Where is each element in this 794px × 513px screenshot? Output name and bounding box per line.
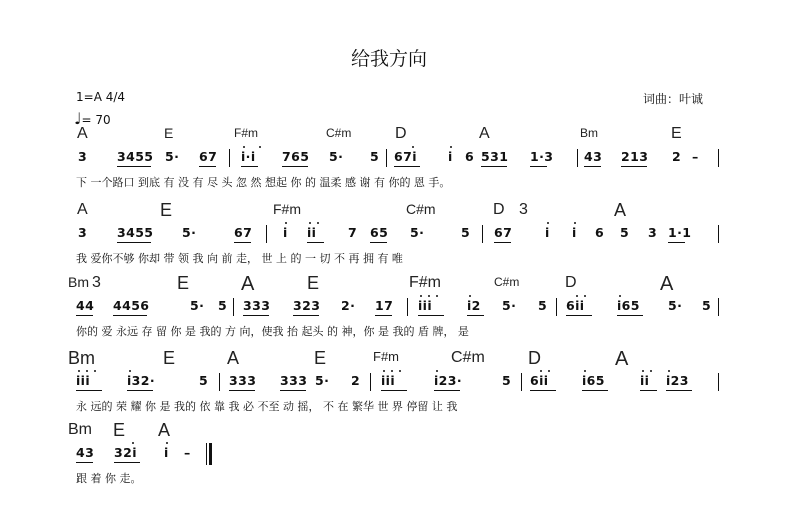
note-group: 5· bbox=[190, 298, 205, 313]
beam-line bbox=[566, 315, 592, 316]
note-group: iii bbox=[76, 373, 91, 388]
beam-line bbox=[375, 315, 392, 316]
octave-dot bbox=[436, 370, 438, 372]
chord-symbol: A bbox=[660, 273, 674, 295]
note-group: 5 bbox=[218, 298, 228, 313]
note-group: 5 bbox=[370, 149, 380, 164]
beam-line bbox=[293, 315, 319, 316]
octave-dot bbox=[428, 295, 430, 297]
beam-line bbox=[307, 242, 324, 243]
octave-dot bbox=[86, 370, 88, 372]
chord-symbol: E bbox=[314, 348, 327, 369]
lyric-line: 我 爱你不够 你却 带 领 我 向 前 走， 世 上 的 一 切 不 再 拥 有 唯 bbox=[76, 252, 403, 265]
octave-dot bbox=[650, 370, 652, 372]
lyric-line: 下 一个路口 到底 有 没 有 尽 头 忽 然 想起 你 的 温柔 感 谢 有 你的 恩 手。 bbox=[76, 176, 451, 189]
note-group: 5· bbox=[329, 149, 344, 164]
note-group: 5· bbox=[410, 225, 425, 240]
note-group: 2 bbox=[672, 149, 682, 164]
beam-line bbox=[666, 390, 692, 391]
octave-dot bbox=[548, 370, 550, 372]
note-group: 6 bbox=[595, 225, 605, 240]
octave-dot bbox=[285, 222, 287, 224]
beam-line bbox=[394, 166, 420, 167]
note-group: 5· bbox=[502, 298, 517, 313]
note-group: 43 bbox=[76, 445, 95, 460]
note-group: 67i bbox=[394, 149, 417, 164]
octave-dot bbox=[420, 295, 422, 297]
beam-line bbox=[234, 242, 251, 243]
chord-symbol: Bm bbox=[68, 274, 89, 291]
beam-line bbox=[621, 166, 647, 167]
bar-line bbox=[718, 373, 719, 391]
octave-dot bbox=[399, 370, 401, 372]
chord-symbol: A bbox=[479, 124, 490, 142]
beam-line bbox=[229, 390, 255, 391]
note-group: 5 bbox=[461, 225, 471, 240]
note-group: i·i bbox=[241, 149, 256, 164]
note-group: 2· bbox=[341, 298, 356, 313]
note-group: i bbox=[572, 225, 577, 240]
chord-symbol: F#m bbox=[273, 201, 301, 218]
note-group: i23 bbox=[666, 373, 689, 388]
lyric-line: 你的 爱 永远 存 留 你 是 我的 方 向，使我 抬 起头 的 神，你 是 我的 盾 牌， 是 bbox=[76, 325, 469, 338]
bar-line bbox=[577, 149, 578, 167]
beam-line bbox=[280, 390, 306, 391]
octave-dot bbox=[642, 370, 644, 372]
beam-line bbox=[481, 166, 507, 167]
note-group: 333 bbox=[280, 373, 308, 388]
chord-symbol: D bbox=[395, 124, 407, 142]
chord-symbol: 3 bbox=[92, 273, 101, 291]
chord-symbol: D bbox=[528, 348, 541, 369]
note-group: i bbox=[448, 149, 453, 164]
beam-line bbox=[418, 315, 444, 316]
note-group: ii bbox=[640, 373, 650, 388]
beam-line bbox=[114, 462, 140, 463]
note-group: – bbox=[692, 149, 699, 164]
beam-line bbox=[127, 390, 153, 391]
note-group: 213 bbox=[621, 149, 649, 164]
beam-line bbox=[530, 166, 547, 167]
octave-dot bbox=[576, 295, 578, 297]
note-group: 5 bbox=[502, 373, 512, 388]
beam-line bbox=[282, 166, 308, 167]
octave-dot bbox=[129, 370, 131, 372]
note-group: 333 bbox=[243, 298, 271, 313]
chord-symbol: E bbox=[163, 348, 176, 369]
chord-symbol: C#m bbox=[451, 348, 485, 366]
bar-line bbox=[407, 298, 408, 316]
bar-line bbox=[556, 298, 557, 316]
chord-symbol: F#m bbox=[373, 349, 399, 365]
bar-line bbox=[219, 373, 220, 391]
chord-symbol: E bbox=[177, 273, 190, 294]
chord-symbol: A bbox=[158, 420, 171, 441]
lyric-line: 永 远的 荣 耀 你 是 我的 依 靠 我 必 不至 动 摇， 不 在 繁华 世 界 停留 让 我 bbox=[76, 400, 458, 413]
note-group: 3 bbox=[78, 225, 88, 240]
beam-line bbox=[243, 315, 269, 316]
beam-line bbox=[76, 390, 102, 391]
chord-symbol: A bbox=[227, 348, 240, 369]
octave-dot bbox=[547, 222, 549, 224]
beam-line bbox=[494, 242, 511, 243]
beam-line bbox=[668, 242, 685, 243]
octave-dot bbox=[668, 370, 670, 372]
chord-symbol: A bbox=[614, 200, 627, 221]
octave-dot bbox=[540, 370, 542, 372]
beam-line bbox=[467, 315, 484, 316]
note-group: ii bbox=[307, 225, 317, 240]
beam-line bbox=[370, 242, 387, 243]
note-group: 44 bbox=[76, 298, 95, 313]
octave-dot bbox=[619, 295, 621, 297]
chord-symbol: A bbox=[77, 124, 88, 142]
octave-dot bbox=[574, 222, 576, 224]
beam-line bbox=[76, 462, 93, 463]
note-group: 43 bbox=[584, 149, 603, 164]
octave-dot bbox=[412, 146, 414, 148]
song-title: 给我方向 bbox=[351, 48, 428, 70]
note-group: i bbox=[283, 225, 288, 240]
chord-symbol: Bm bbox=[68, 348, 95, 369]
chord-symbol: D bbox=[565, 273, 577, 291]
key-signature: 1=A 4/4 bbox=[76, 90, 126, 104]
final-bar-line bbox=[206, 443, 207, 465]
note-group: 5 bbox=[620, 225, 630, 240]
note-group: 5 bbox=[538, 298, 548, 313]
chord-symbol: A bbox=[615, 348, 629, 370]
note-group: 17 bbox=[375, 298, 394, 313]
note-group: 5· bbox=[668, 298, 683, 313]
note-group: 1·1 bbox=[668, 225, 692, 240]
note-group: 3 bbox=[78, 149, 88, 164]
beam-line bbox=[617, 315, 643, 316]
beam-line bbox=[584, 166, 601, 167]
octave-dot bbox=[166, 442, 168, 444]
note-group: 323 bbox=[293, 298, 321, 313]
note-group: i23· bbox=[434, 373, 463, 388]
note-group: 531 bbox=[481, 149, 509, 164]
note-group: 67 bbox=[494, 225, 513, 240]
note-group: 5 bbox=[199, 373, 209, 388]
octave-dot bbox=[259, 146, 261, 148]
note-group: 5· bbox=[165, 149, 180, 164]
note-group: 333 bbox=[229, 373, 257, 388]
beam-line bbox=[241, 166, 258, 167]
beam-line bbox=[530, 390, 556, 391]
final-bar-line-thick bbox=[209, 443, 212, 465]
chord-symbol: E bbox=[307, 273, 320, 294]
bar-line bbox=[718, 298, 719, 316]
note-group: 5· bbox=[315, 373, 330, 388]
credits: 词曲：叶诚 bbox=[643, 92, 704, 106]
chord-symbol: C#m bbox=[326, 125, 352, 140]
octave-dot bbox=[469, 295, 471, 297]
tempo-value: = 70 bbox=[81, 113, 111, 127]
note-group: 67 bbox=[199, 149, 218, 164]
chord-symbol: C#m bbox=[406, 201, 436, 218]
octave-dot bbox=[436, 295, 438, 297]
beam-line bbox=[434, 390, 460, 391]
beam-line bbox=[76, 315, 93, 316]
octave-dot bbox=[584, 295, 586, 297]
note-group: 6 bbox=[465, 149, 475, 164]
octave-dot bbox=[391, 370, 393, 372]
bar-line bbox=[233, 298, 234, 316]
bar-line bbox=[482, 225, 483, 243]
note-group: i2 bbox=[467, 298, 481, 313]
note-group: i32· bbox=[127, 373, 156, 388]
chord-symbol: F#m bbox=[234, 125, 258, 140]
lyric-line: 跟 着 你 走。 bbox=[76, 472, 142, 485]
note-group: iii bbox=[381, 373, 396, 388]
note-group: 3455 bbox=[117, 149, 154, 164]
note-group: i65 bbox=[617, 298, 640, 313]
octave-dot bbox=[317, 222, 319, 224]
note-group: i bbox=[164, 445, 169, 460]
octave-dot bbox=[243, 146, 245, 148]
beam-line bbox=[582, 390, 608, 391]
chord-symbol: E bbox=[671, 124, 682, 142]
chord-symbol: E bbox=[160, 200, 173, 221]
octave-dot bbox=[94, 370, 96, 372]
note-group: 65 bbox=[370, 225, 389, 240]
bar-line bbox=[266, 225, 267, 243]
note-group: 765 bbox=[282, 149, 310, 164]
beam-line bbox=[113, 315, 147, 316]
note-group: 1·3 bbox=[530, 149, 554, 164]
bar-line bbox=[718, 225, 719, 243]
octave-dot bbox=[383, 370, 385, 372]
bar-line bbox=[370, 373, 371, 391]
note-group: i65 bbox=[582, 373, 605, 388]
bar-line bbox=[718, 149, 719, 167]
note-group: 6ii bbox=[566, 298, 585, 313]
octave-dot bbox=[450, 146, 452, 148]
octave-dot bbox=[132, 442, 134, 444]
chord-symbol: C#m bbox=[494, 274, 520, 289]
bar-line bbox=[229, 149, 230, 167]
chord-symbol: Bm bbox=[580, 125, 598, 140]
octave-dot bbox=[309, 222, 311, 224]
note-group: 67 bbox=[234, 225, 253, 240]
note-group: 5· bbox=[182, 225, 197, 240]
beam-line bbox=[381, 390, 407, 391]
note-group: 5 bbox=[702, 298, 712, 313]
quarter-note-icon: ♩ bbox=[74, 109, 82, 128]
beam-line bbox=[117, 166, 151, 167]
note-group: 32i bbox=[114, 445, 137, 460]
octave-dot bbox=[78, 370, 80, 372]
beam-line bbox=[640, 390, 657, 391]
chord-symbol: A bbox=[241, 273, 255, 295]
chord-symbol: Bm bbox=[68, 420, 92, 438]
note-group: iii bbox=[418, 298, 433, 313]
bar-line bbox=[521, 373, 522, 391]
note-group: 3 bbox=[648, 225, 658, 240]
octave-dot bbox=[584, 370, 586, 372]
chord-symbol: E bbox=[113, 420, 126, 441]
note-group: 3455 bbox=[117, 225, 154, 240]
chord-symbol: A bbox=[77, 200, 88, 218]
beam-line bbox=[117, 242, 151, 243]
chord-symbol: E bbox=[164, 125, 174, 142]
chord-symbol: D bbox=[493, 200, 505, 218]
chord-symbol: 3 bbox=[519, 200, 528, 218]
note-group: – bbox=[184, 445, 191, 460]
chord-symbol: F#m bbox=[409, 273, 441, 291]
note-group: 7 bbox=[348, 225, 358, 240]
note-group: i bbox=[545, 225, 550, 240]
note-group: 4456 bbox=[113, 298, 150, 313]
bar-line bbox=[386, 149, 387, 167]
beam-line bbox=[199, 166, 216, 167]
note-group: 2 bbox=[351, 373, 361, 388]
note-group: 6ii bbox=[530, 373, 549, 388]
